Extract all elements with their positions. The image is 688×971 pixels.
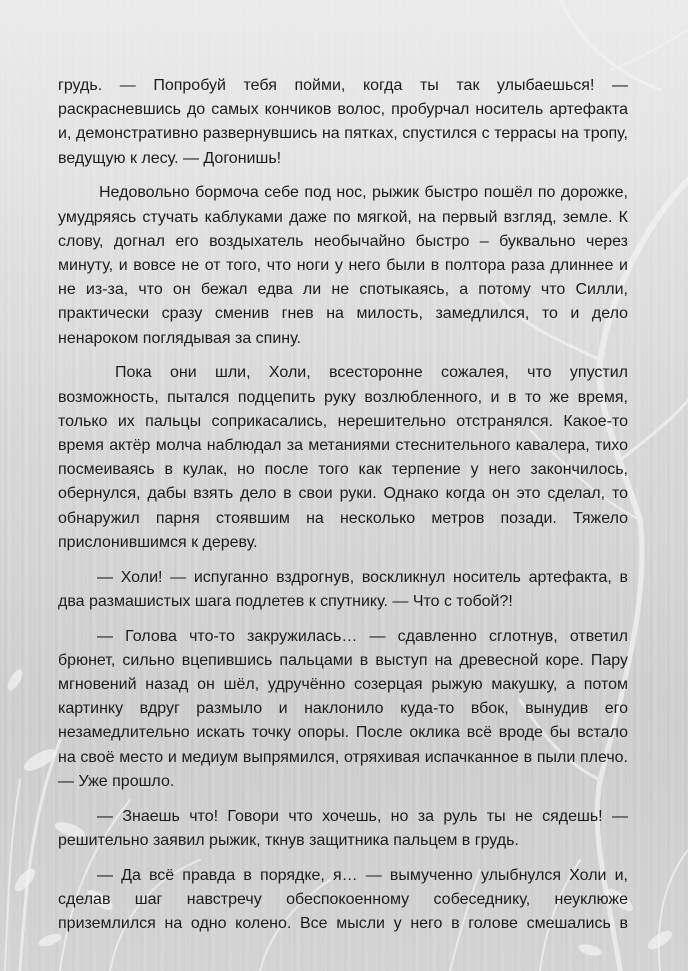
paragraph: — Да всё правда в порядке, я… — вымученно улыбнулся Холи и, сделав шаг навстречу обеспокоенному собеседнику, неуклюже приземлился на одно колено. Все мысли у него в голове смешались в bbox=[58, 866, 628, 933]
paragraph: грудь. — Попробуй тебя пойми, когда ты так улыбаешься! — раскрасневшись до самых кончиков волос, пробурчал носитель артефакта и, демонстративно развернувшись на пятках, спустился с террасы на тропу, ведущую к лесу. — Догонишь! bbox=[58, 77, 628, 167]
paragraph: Пока они шли, Холи, всесторонне сожалея, что упустил возможность, пытался подцепить руку возлюбленного, и в то же время, только их пальцы соприкасались, нерешительно отстранялся. Какое-то время актёр молча наблюдал за метаниями стеснительного кавалера, тихо посмеиваясь в кулак, но после того как терпение у него закончилось, обернулся, дабы взять дело в свои руки. Однако когда он это сделал, то обнаружил парня стоявшим на несколько метров позади. Тяжело прислонившимся к дереву. bbox=[58, 364, 628, 551]
paragraph: — Холи! — испуганно вздрогнув, воскликнул носитель артефакта, в два размашистых шага подлетев к спутнику. — Что с тобой?! bbox=[58, 568, 628, 610]
document-page bbox=[58, 74, 628, 947]
paragraph: — Голова что-то закружилась… — сдавленно сглотнув, ответил брюнет, сильно вцепившись пальцами в выступ на древесной коре. Пару мгновений назад он шёл, удручённо созерцая рыжую макушку, а потом картинку вдруг размыло и наклонило куда-то вбок, вынудив его незамедлительно искать точку опоры. После оклика всё вроде бы встало на своё место и медиум выпрямился, отряхивая испачканное в пыли плечо. — Уже прошло. bbox=[58, 627, 628, 790]
paragraph: — Знаешь что! Говори что хочешь, но за руль ты не сядешь! — решительно заявил рыжик, ткнув защитника пальцем в грудь. bbox=[58, 807, 628, 849]
paragraph: Недовольно бормоча себе под нос, рыжик быстро пошёл по дорожке, умудряясь стучать каблуками даже по мягкой, на первый взгляд, земле. К слову, догнал его воздыхатель необычайно быстро – буквально через минуту, и вовсе не от того, что ноги у него были в полтора раза длиннее и не из-за, что он бежал едва ли не спотыкаясь, а потому что Силли, практически сразу сменив гнев на милость, замедлился, то и дело ненароком поглядывая за спину. bbox=[58, 184, 628, 347]
